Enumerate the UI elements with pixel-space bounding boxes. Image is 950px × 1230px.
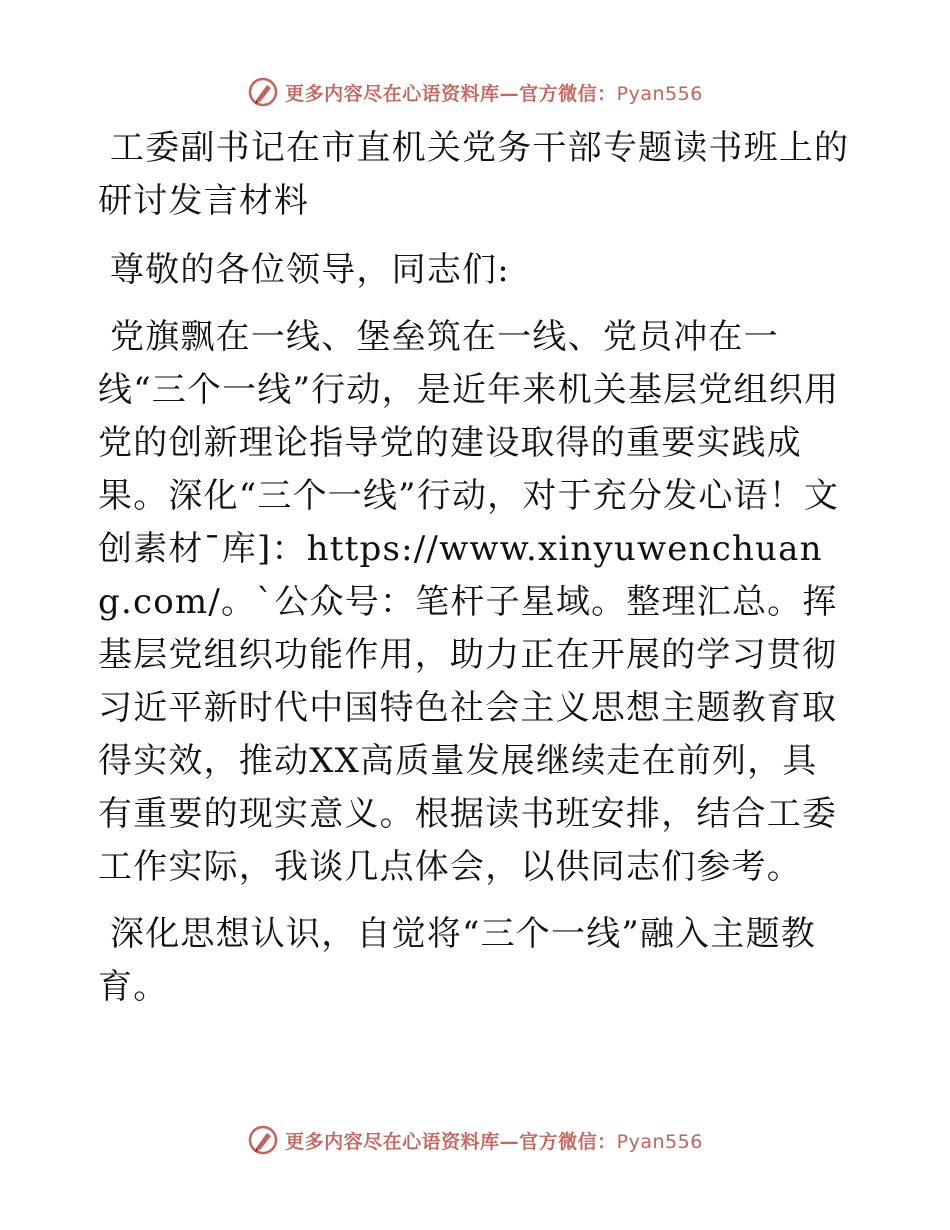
document-title: 工委副书记在市直机关党务干部专题读书班上的研讨发言材料 [98, 128, 850, 221]
pen-logo-icon [247, 1124, 279, 1156]
watermark-text [285, 1127, 703, 1154]
watermark-label: 更多内容尽在心语资料库—官方微信： [285, 82, 617, 105]
watermark-id: Pyan556 [616, 1130, 703, 1153]
watermark-banner-bottom [0, 1120, 950, 1160]
section-heading-1: 深化思想认识，自觉将“三个一线”融入主题教育。 [98, 914, 816, 1007]
watermark-label: 更多内容尽在心语资料库—官方微信： [285, 1130, 617, 1153]
watermark-text [285, 79, 703, 106]
watermark-id: Pyan556 [616, 82, 703, 105]
watermark-banner-top [0, 72, 950, 112]
pen-logo-icon [247, 76, 279, 108]
salutation: 尊敬的各位领导，同志们: [98, 250, 510, 290]
document-body [98, 122, 850, 1028]
paragraph-1: 党旗飘在一线、堡垒筑在一线、党员冲在一线“三个一线”行动，是近年来机关基层党组织用党的创新理论指导党的建设取得的重要实践成果。深化“三个一线”行动，对于充分发心语！文创素材¯库]：https://www.xinyuwenchuang.com/。`公众号：笔杆子星域。整理汇总。挥基层党组织功能作用，助力正在开展的学习贯彻习近平新时代中国特色社会主义思想主题教育取得实效，推动XX高质量发展继续走在前列，具有重要的现实意义。根据读书班安排，结合工委工作实际，我谈几点体会，以供同志们参考。 [98, 317, 840, 887]
